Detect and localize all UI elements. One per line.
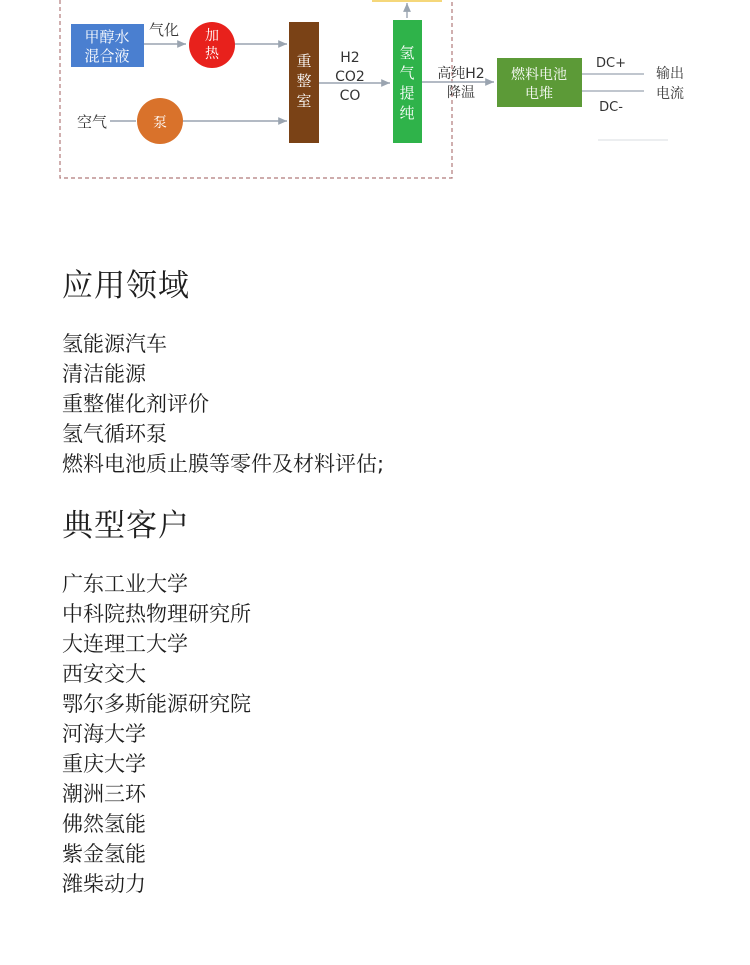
top-partial-box bbox=[372, 0, 442, 2]
vaporize-label: 气化 bbox=[148, 21, 180, 39]
customer-item: 紫金氢能 bbox=[62, 842, 146, 866]
application-item: 氢气循环泵 bbox=[62, 422, 167, 446]
customer-item: 河海大学 bbox=[62, 722, 146, 746]
output-line1: 输出 bbox=[656, 66, 684, 82]
pump-label: 泵 bbox=[153, 115, 167, 131]
heat-line1: 加 bbox=[205, 28, 219, 44]
process-flow-svg bbox=[0, 0, 750, 200]
cooling-label: 降温 bbox=[447, 85, 475, 101]
gas-co2: CO2 bbox=[335, 69, 365, 85]
gas-h2: H2 bbox=[340, 50, 360, 66]
heat-line2: 热 bbox=[205, 46, 219, 62]
methanol-water-line2: 混合液 bbox=[84, 47, 130, 65]
customer-item: 潍柴动力 bbox=[62, 872, 146, 896]
customers-section bbox=[62, 506, 251, 899]
customer-item: 中科院热物理研究所 bbox=[62, 602, 251, 626]
application-item: 氢能源汽车 bbox=[62, 332, 167, 356]
dc-plus-label: DC+ bbox=[596, 56, 626, 71]
application-item: 清洁能源 bbox=[62, 362, 146, 386]
output-line2: 电流 bbox=[656, 86, 684, 102]
purify-char4: 纯 bbox=[399, 104, 415, 122]
process-flow-diagram bbox=[0, 0, 750, 200]
customers-title: 典型客户 bbox=[62, 508, 190, 544]
gas-co: CO bbox=[339, 88, 361, 104]
methanol-water-line1: 甲醇水 bbox=[84, 28, 130, 46]
fuel-cell-line1: 燃料电池 bbox=[511, 67, 567, 83]
customer-item: 佛然氢能 bbox=[62, 812, 146, 836]
application-item: 重整催化剂评价 bbox=[62, 392, 209, 416]
pure-h2-label: 高纯H2 bbox=[437, 66, 485, 82]
customer-item: 潮洲三环 bbox=[62, 782, 146, 806]
reformer-char3: 室 bbox=[296, 92, 312, 110]
reformer-char1: 重 bbox=[296, 52, 312, 70]
purify-char1: 氢 bbox=[399, 44, 415, 62]
customer-item: 广东工业大学 bbox=[62, 572, 188, 596]
applications-title: 应用领域 bbox=[62, 268, 190, 304]
customers-list bbox=[62, 569, 251, 899]
reformer-char2: 整 bbox=[296, 72, 312, 90]
air-label: 空气 bbox=[76, 113, 108, 131]
application-item: 燃料电池质止膜等零件及材料评估; bbox=[62, 452, 385, 476]
customer-item: 西安交大 bbox=[62, 662, 146, 686]
purify-char2: 气 bbox=[399, 64, 415, 82]
dc-minus-label: DC- bbox=[599, 100, 623, 115]
purify-char3: 提 bbox=[399, 84, 415, 102]
applications-section bbox=[62, 266, 384, 479]
customer-item: 大连理工大学 bbox=[62, 632, 188, 656]
applications-list bbox=[62, 329, 384, 479]
fuel-cell-line2: 电堆 bbox=[525, 86, 553, 102]
customer-item: 鄂尔多斯能源研究院 bbox=[62, 692, 251, 716]
customer-item: 重庆大学 bbox=[62, 752, 146, 776]
